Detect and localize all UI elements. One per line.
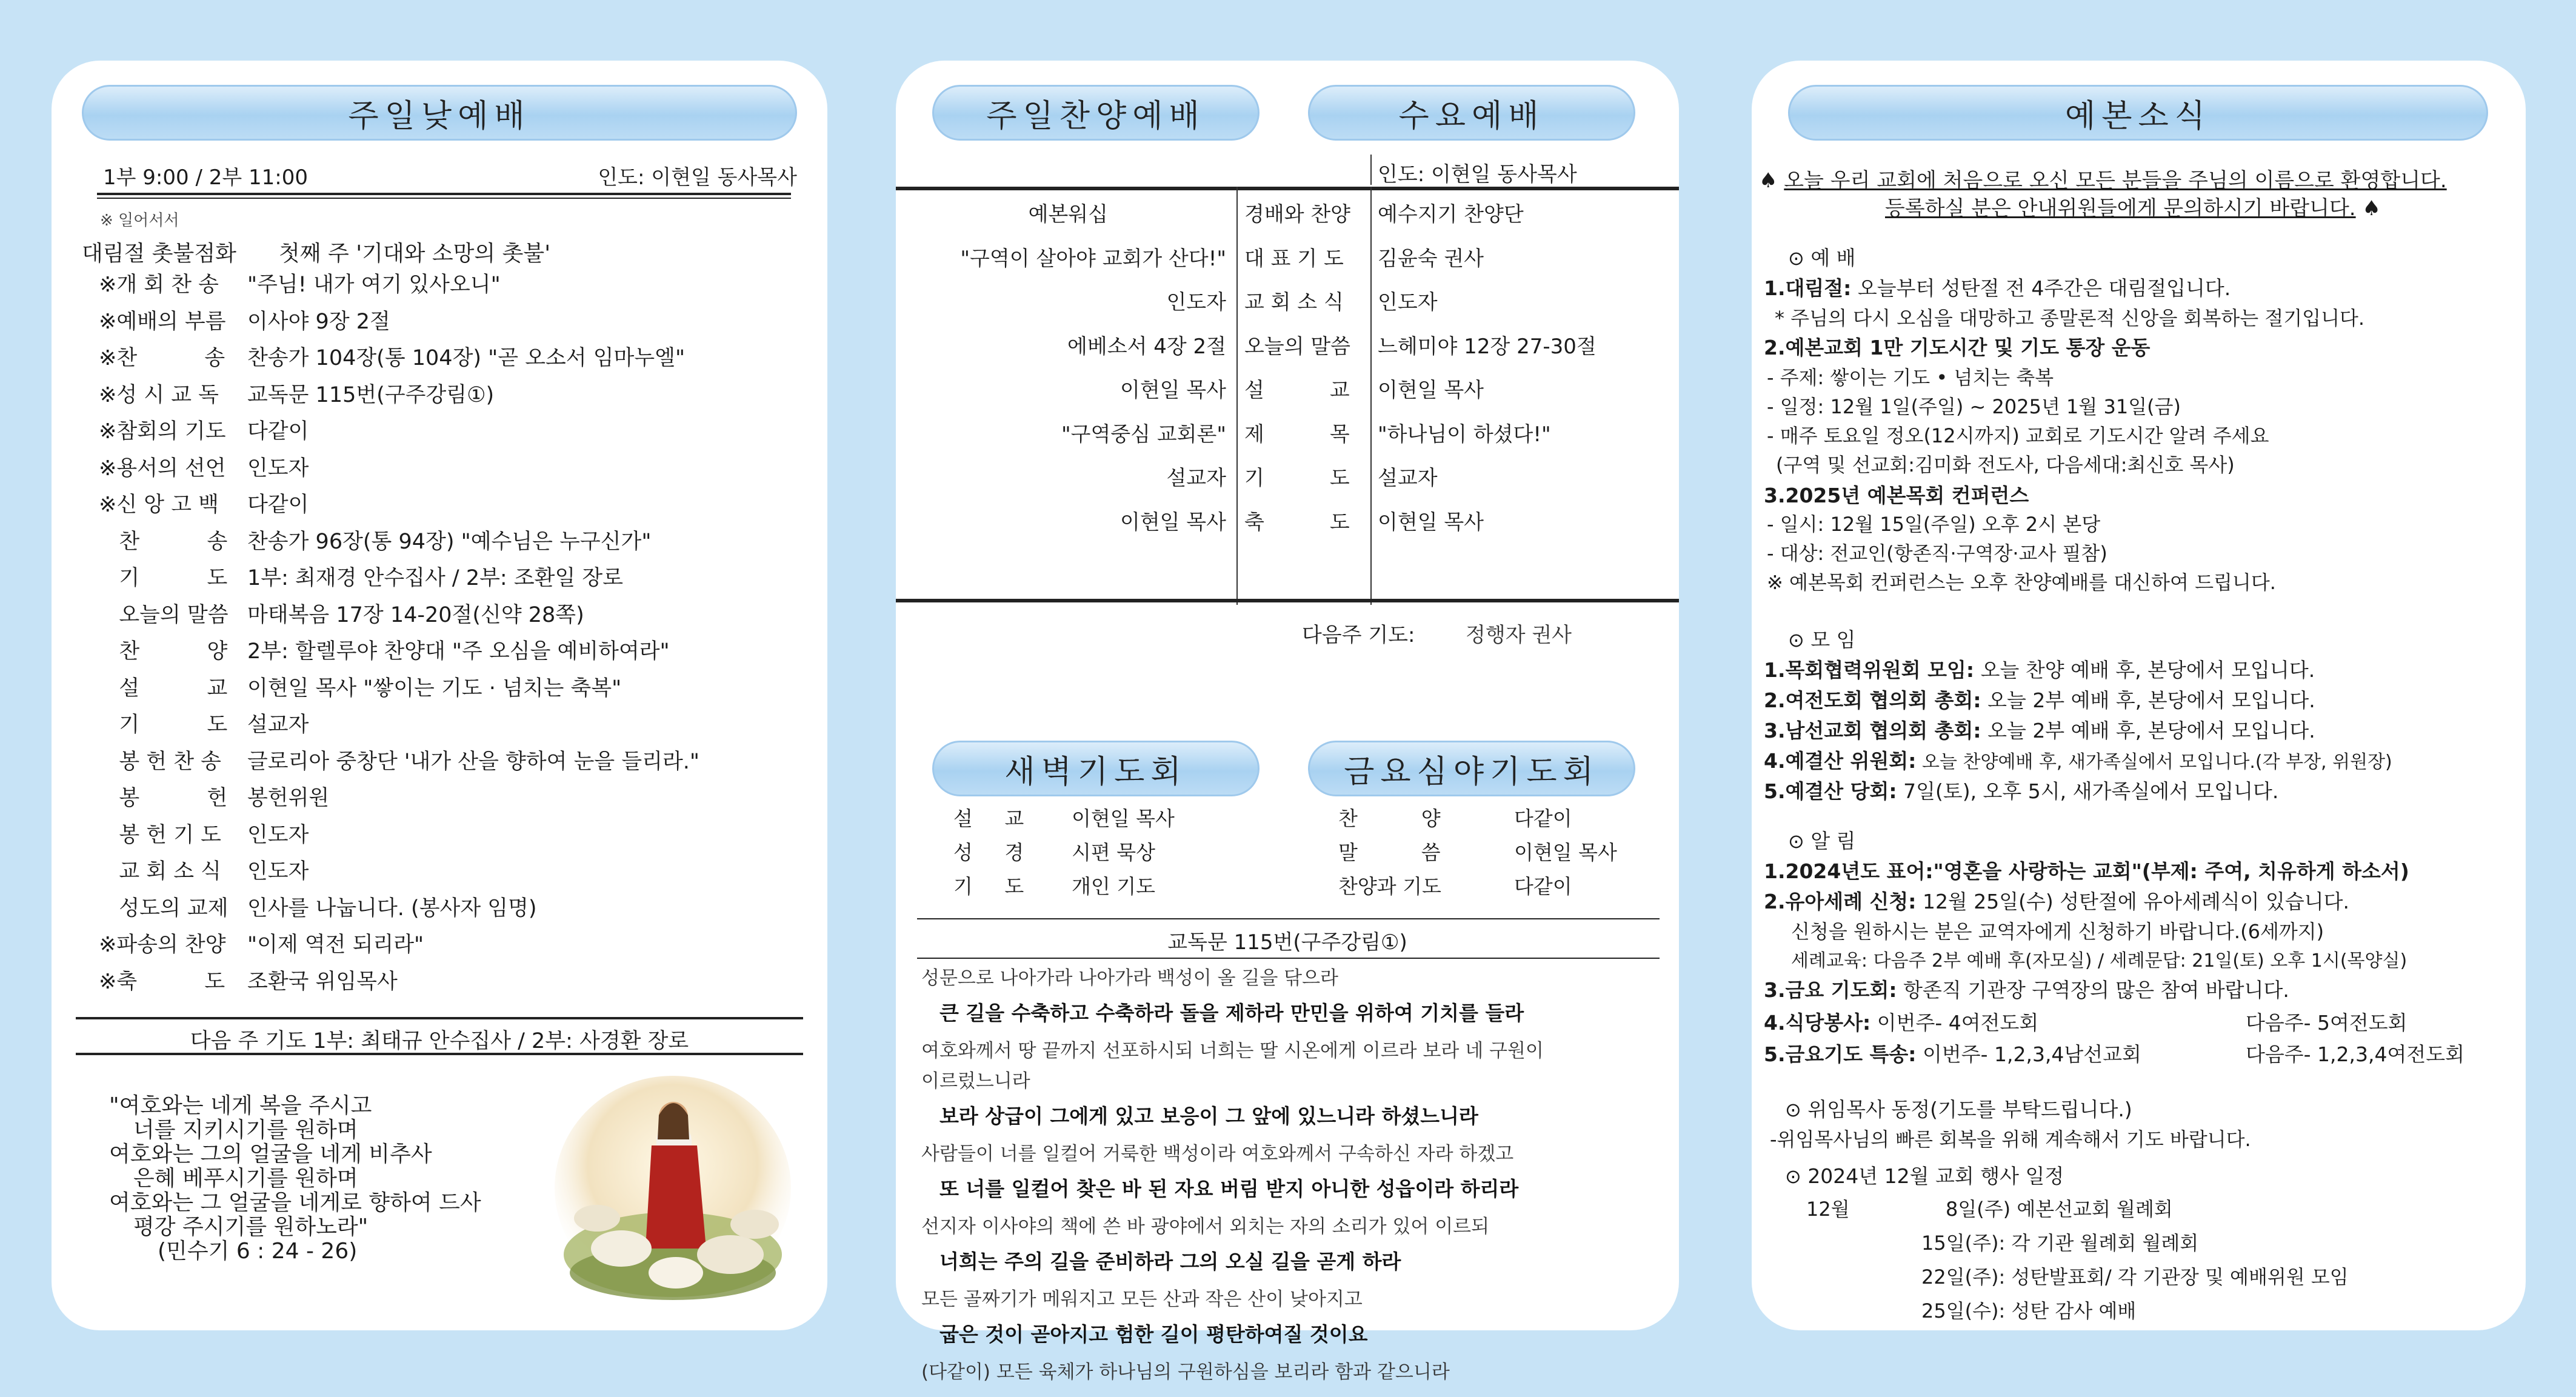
baptism-education: 세례교육: 다음주 2부 예배 후(자모실) / 세례문답: 21일(토) 오후 1시(목양실) [1791,950,2407,972]
welcome-line-2: 등록하실 분은 안내위원들에게 문의하시기 바랍니다. ♠ [1885,196,2381,221]
item-label: 성 경 [953,841,1024,864]
schedule-item: 22일(주): 성탄발표회/ 각 기관장 및 예배위원 모임 [1921,1265,2349,1289]
wednesday-item: 예수지기 찬양단 [1378,202,1524,227]
order-value: 찬송가 96장(통 94장) "예수님은 누구신가" [247,529,652,554]
order-label: 교 회 소 식 [99,859,221,884]
item-value: 다같이 [1514,807,1572,830]
service-order-table [896,187,1679,605]
friday-row [1338,871,1572,899]
reading-line: 성문으로 나아가라 나아가라 백성이 올 길을 닦으라 [921,967,1338,989]
item-label: 말 씀 [1338,841,1441,864]
order-value: 마태복음 17장 14-20절(신약 28쪽) [247,602,584,627]
reading-line: (다같이) 모든 육체가 하나님의 구원하심을 보리라 함과 같으니라 [921,1361,1450,1383]
welcome-line: ♠ 오늘 우리 교회에 처음으로 오신 모든 분들을 주님의 이름으로 환영합니다. [1759,168,2447,193]
order-label: ※파송의 찬양 [99,933,226,957]
meeting-item: 1.목회협력위원회 모임: 오늘 찬양 예배 후, 본당에서 모입니다. [1764,658,2315,682]
notice-baptism: 2.유아세례 신청: 12월 25일(수) 성탄절에 유아세례식이 있습니다. [1764,890,2350,913]
order-label: ※예배의 부름 [99,309,226,334]
meeting-item: 2.여전도회 협의회 총회: 오늘 2부 예배 후, 본당에서 모입니다. [1764,688,2315,712]
meeting-item: 5.예결산 당회: 7일(토), 오후 5시, 새가족실에서 모입니다. [1764,779,2279,803]
order-value: 인도자 [247,456,309,481]
order-label: 오늘의 말씀 [99,602,229,627]
order-row [99,928,424,958]
reading-line: 모든 골짜기가 메워지고 모든 산과 작은 산이 낮아지고 [921,1289,1363,1310]
notice-advent: 1.대림절: 오늘부터 성탄절 전 4주간은 대림절입니다. [1764,276,2231,300]
order-label: 경배와 찬양 [1244,202,1351,227]
sunday-praise-item: 설교자 [1166,466,1226,490]
schedule-item: 8일(주) 예본선교회 월례회 [1946,1198,2173,1221]
order-label: ※참회의 기도 [99,419,226,444]
divider [76,1053,803,1055]
kitchen-next: 다음주- 5여전도회 [2246,1011,2407,1035]
reading-line: 또 너를 일컬어 찾은 바 된 자요 버림 받지 아니한 성읍이라 하리라 [939,1177,1519,1201]
item-value: 이현일 목사 [1072,807,1175,830]
order-value: 인도자 [247,859,309,884]
order-value: 이사야 9장 2절 [247,309,390,334]
order-row [99,341,685,372]
order-value: 2부: 할렐루야 찬양대 "주 오심을 예비하여라" [247,639,670,664]
wednesday-item: 김윤숙 권사 [1378,246,1484,271]
order-label: 오늘의 말씀 [1244,334,1351,359]
sunday-praise-item: 에베소서 4장 2절 [1067,334,1226,359]
order-value: 다같이 [247,419,309,444]
verse-line: 은혜 베푸시기를 원하며 [133,1166,358,1191]
order-value: 이현일 목사 "쌓이는 기도 · 넘치는 축복" [247,676,622,701]
order-value: 설교자 [247,713,309,737]
friday-row [1338,803,1572,832]
reading-title: 교독문 115번(구주강림①) [1167,930,1407,955]
wednesday-item: 설교자 [1378,466,1438,490]
order-label: 대 표 기 도 [1244,246,1344,271]
order-row [99,378,494,408]
notice-prayer-campaign: 2.예본교회 1만 기도시간 및 기도 통장 운동 [1764,336,2151,359]
notice-advent-note: * 주님의 다시 오심을 대망하고 종말론적 신앙을 회복하는 절기입니다. [1775,307,2365,330]
meeting-item: 4.예결산 위원회: 오늘 찬양예배 후, 새가족실에서 모입니다.(각 부장, 위원장) [1764,749,2392,773]
conference-target: - 대상: 전교인(항존직·구역장·교사 필참) [1767,542,2107,565]
order-label: ※개 회 찬 송 [99,273,219,297]
order-label: 교 회 소 식 [1244,290,1344,315]
order-row [99,818,309,849]
order-label: ※신 앙 고 백 [99,493,219,517]
order-row [99,598,584,628]
notice-motto: 1.2024년도 표어:"영혼을 사랑하는 교회"(부제: 주여, 치유하게 하소서) [1764,859,2409,883]
reading-line: 보라 상급이 그에게 있고 보응이 그 앞에 있느니라 하셨느니라 [939,1104,1478,1128]
divider [1370,155,1372,185]
order-label: 성도의 교제 [99,896,229,921]
sunday-service-panel [52,61,827,1330]
wednesday-item: "하나님이 하셨다!" [1378,422,1551,447]
reading-line: 큰 길을 수축하고 수축하라 돌을 제하라 만민을 위하여 기치를 들라 [939,1001,1524,1025]
order-row [99,781,329,812]
notice-conference: 3.2025년 예본목회 컨퍼런스 [1764,484,2029,507]
reading-line: 굽은 것이 곧아지고 험한 길이 평탄하여질 것이요 [939,1322,1368,1346]
campaign-report: - 매주 토요일 정오(12시까지) 교회로 기도시간 알려 주세요 [1767,424,2269,447]
wednesday-item: 인도자 [1378,290,1438,315]
church-news-panel [1752,61,2526,1330]
schedule-item: 15일(주): 각 기관 월례회 월례회 [1921,1232,2199,1255]
divider [917,918,1660,919]
order-label: ※용서의 선언 [99,456,226,481]
panel-title: 예본소식 [1788,85,2488,141]
order-value: 인도자 [247,822,309,847]
divider [97,193,791,195]
campaign-theme: - 주제: 쌓이는 기도 • 넘치는 축복 [1767,366,2054,389]
notice-special-song: 5.금요기도 특송: 이번주- 1,2,3,4남선교회 [1764,1042,2141,1066]
order-row [99,745,699,775]
baptism-apply: 신청을 원하시는 분은 교역자에게 신청하기 바랍니다.(6세까지) [1791,920,2324,943]
order-row [99,672,621,702]
order-row [99,305,390,335]
order-value: 찬송가 104장(통 104장) "곧 오소서 임마누엘" [247,346,686,370]
dawn-row [953,803,1175,832]
reading-line: 여호와께서 땅 끝까지 선포하시되 너희는 딸 시온에게 이르라 보라 네 구원이 [921,1040,1544,1062]
item-label: 기 도 [953,875,1024,898]
divider [1370,187,1372,605]
order-value: 1부: 최재경 안수집사 / 2부: 조환일 장로 [247,566,624,590]
sunday-praise-item: 이현일 목사 [1119,510,1226,535]
wednesday-item: 느헤미야 12장 27-30절 [1378,334,1597,359]
panel-title-wednesday: 수요예배 [1308,85,1635,141]
order-label: ※성 시 교 독 [99,382,219,407]
order-label: 봉 헌 기 도 [99,822,221,847]
order-value: "주님! 내가 여기 있사오니" [247,273,501,297]
stand-note: ※ 일어서서 [100,212,179,230]
order-value: 다같이 [247,493,309,517]
next-prayer-label: 다음주 기도: [1302,623,1415,647]
spade-icon: ♠ [1759,168,1778,193]
divider [1236,187,1238,605]
campaign-contact: (구역 및 선교회:김미화 전도사, 다음세대:최신호 목사) [1776,453,2235,476]
next-week-prayer: 다음 주 기도 1부: 최태규 안수집사 / 2부: 사경환 장로 [190,1029,689,1053]
order-label: 기 도 [99,713,228,737]
section-notices: ⊙ 알 림 [1788,829,1856,853]
verse-line: 여호와는 그의 얼굴을 네게 비추사 [109,1142,432,1167]
order-label: 제 목 [1244,422,1350,447]
order-value: 조환국 위임목사 [247,969,398,994]
order-row [99,488,309,518]
spade-icon: ♠ [2362,196,2381,221]
order-value: 인사를 나눕니다. (봉사자 임명) [247,896,537,921]
item-label: 설 교 [953,807,1024,830]
evening-service-panel [896,61,1679,1383]
order-label: 봉 헌 [99,786,228,810]
dawn-row [953,837,1155,865]
benediction-verse [109,1094,481,1264]
pastor-note: -위임목사님의 빠른 회복을 위해 계속해서 기도 바랍니다. [1770,1128,2251,1151]
service-time: 1부 9:00 / 2부 11:00 [103,165,308,190]
order-row [99,561,623,592]
conference-note: ※ 예본목회 컨퍼런스는 오후 찬양예배를 대신하여 드립니다. [1767,571,2276,594]
wednesday-item: 이현일 목사 [1378,510,1484,535]
order-row [99,415,309,445]
order-row [99,855,309,885]
circle-bullet-icon: ⊙ [1788,628,1804,652]
panel-title-dawn: 새벽기도회 [932,741,1260,796]
advent-text: 첫째 주 '기대와 소망의 촛불' [279,241,551,266]
item-value: 이현일 목사 [1514,841,1617,864]
order-row [99,892,537,922]
order-row [99,525,651,555]
order-value: 교독문 115번(구주강림①) [247,382,495,407]
next-prayer-value: 정행자 권사 [1466,623,1572,647]
sunday-praise-item: 예본워십 [1028,202,1108,227]
order-value: "이제 역전 되리라" [247,933,424,957]
order-label: 기 도 [99,566,228,590]
section-schedule: ⊙ 2024년 12월 교회 행사 일정 [1785,1164,2064,1188]
order-label: 설 교 [1244,378,1350,402]
verse-line: 평강 주시기를 원하노라" [133,1215,369,1239]
reading-line: 이르렀느니라 [921,1070,1030,1092]
item-label: 찬 양 [1338,807,1441,830]
schedule-item: 25일(수): 성탄 감사 예배 [1921,1299,2137,1322]
wednesday-item: 이현일 목사 [1378,378,1484,402]
notice-kitchen: 4.식당봉사: 이번주- 4여전도회 [1764,1011,2039,1035]
conference-time: - 일시: 12월 15일(주일) 오후 2시 본당 [1767,513,2101,536]
item-value: 개인 기도 [1072,875,1156,898]
divider [97,198,791,199]
sunday-praise-item: 인도자 [1166,290,1226,315]
item-label: 찬양과 기도 [1338,875,1441,898]
order-label: 기 도 [1244,466,1350,490]
order-row [99,635,670,665]
dawn-row [953,871,1155,899]
sunday-praise-item: 이현일 목사 [1119,378,1226,402]
advent-label: 대림절 촛불점화 [82,241,236,266]
order-label: 찬 양 [99,639,228,664]
sunday-praise-item: "구역이 살아야 교회가 산다!" [960,246,1226,271]
order-label: 축 도 [1244,510,1350,535]
schedule-month: 12월 [1806,1198,1850,1221]
section-worship: ⊙ 예 배 [1788,246,1856,270]
meeting-item: 3.남선교회 협의회 총회: 오늘 2부 예배 후, 본당에서 모입니다. [1764,719,2315,742]
order-label: 찬 송 [99,529,228,554]
order-label: 봉 헌 찬 송 [99,749,221,774]
order-row [99,452,309,482]
verse-line: 너를 지키시기를 원하며 [133,1118,358,1142]
divider [76,1017,803,1019]
section-pastor: ⊙ 위임목사 동정(기도를 부탁드립니다.) [1785,1098,2132,1121]
service-leader: 인도: 이현일 동사목사 [1378,162,1577,187]
order-row [99,268,501,298]
verse-line: (민수기 6 : 24 - 26) [158,1239,358,1264]
panel-title-sunday-praise: 주일찬양예배 [932,85,1260,141]
panel-title: 주일낮예배 [82,85,797,141]
divider [896,599,1679,602]
notice-friday-prayer: 3.금요 기도회: 항존직 기관장 구역장의 많은 참여 바랍니다. [1764,978,2289,1002]
service-leader: 인도: 이현일 동사목사 [598,165,797,190]
verse-line: 여호와는 그 얼굴을 네게로 향하여 드사 [109,1190,481,1215]
circle-bullet-icon: ⊙ [1788,830,1804,853]
reading-line: 사람들이 너를 일컬어 거룩한 백성이라 여호와께서 구속하신 자라 하겠고 [921,1143,1514,1165]
friday-row [1338,837,1617,865]
order-row [99,965,398,995]
order-value: 봉헌위원 [247,786,330,810]
circle-bullet-icon: ⊙ [1785,1165,1801,1188]
order-label: 설 교 [99,676,228,701]
campaign-schedule: - 일정: 12월 1일(주일) ~ 2025년 1월 31일(금) [1767,395,2181,418]
section-meetings: ⊙ 모 임 [1788,628,1856,652]
circle-bullet-icon: ⊙ [1785,1098,1801,1121]
verse-line: "여호와는 네게 복을 주시고 [109,1093,372,1118]
order-label: ※찬 송 [99,346,225,370]
item-value: 시편 묵상 [1072,841,1156,864]
special-song-next: 다음주- 1,2,3,4여전도회 [2246,1042,2464,1066]
order-label: ※축 도 [99,969,225,994]
order-value: 글로리아 중창단 '내가 산을 향하여 눈을 들리라." [247,749,699,774]
order-row [99,708,309,738]
reading-line: 선지자 이사야의 책에 쓴 바 광야에서 외치는 자의 소리가 있어 이르되 [921,1216,1490,1238]
sunday-praise-item: "구역중심 교회론" [1061,422,1226,447]
circle-bullet-icon: ⊙ [1788,247,1804,270]
good-shepherd-image [555,1073,791,1303]
panel-title-friday: 금요심야기도회 [1308,741,1635,796]
divider [917,958,1660,959]
item-value: 다같이 [1514,875,1572,898]
reading-line: 너희는 주의 길을 준비하라 그의 오실 길을 곧게 하라 [939,1250,1401,1273]
